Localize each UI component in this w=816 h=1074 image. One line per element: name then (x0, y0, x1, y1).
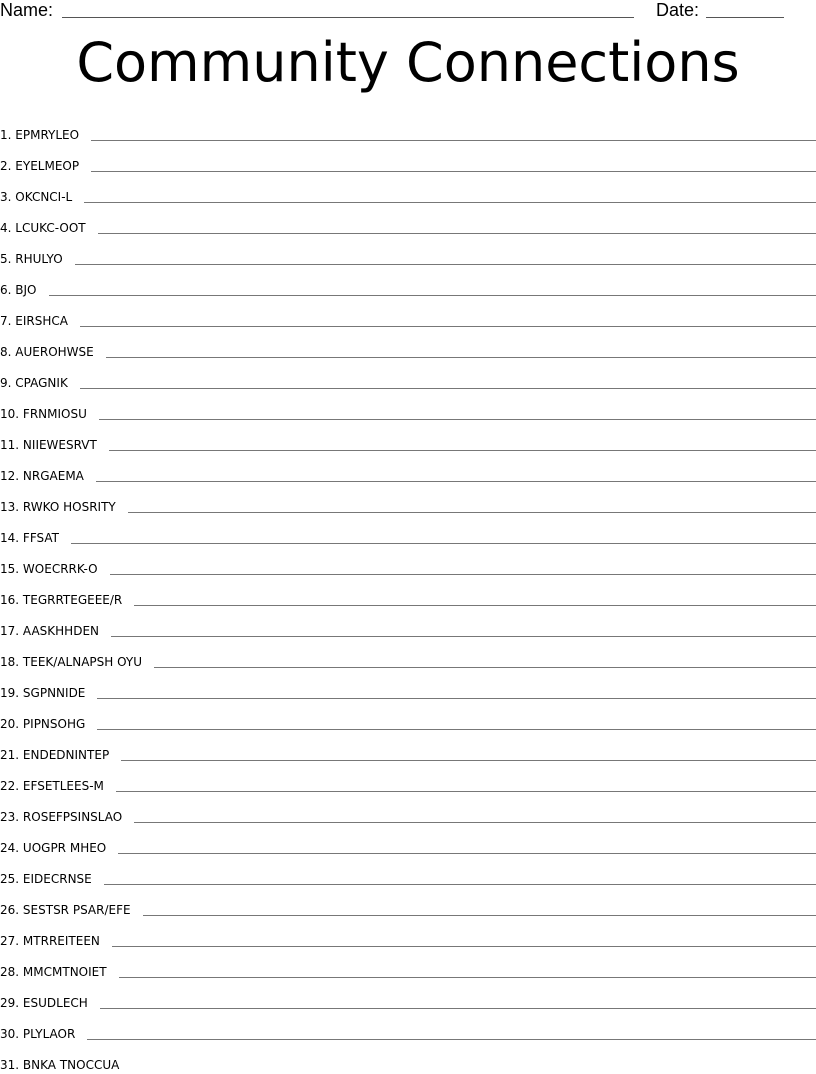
scramble-item (0, 485, 816, 516)
scrambled-word: FFSAT (23, 531, 59, 545)
answer-line[interactable] (87, 1039, 816, 1040)
answer-line[interactable] (118, 853, 816, 854)
scramble-item (0, 764, 816, 795)
item-number: 10. (0, 407, 19, 421)
date-field[interactable] (706, 17, 784, 18)
scrambled-word: SESTSR PSAR/EFE (23, 903, 131, 917)
item-number: 2. (0, 159, 11, 173)
answer-line[interactable] (128, 512, 816, 513)
scramble-item (0, 1012, 816, 1043)
answer-line[interactable] (96, 481, 816, 482)
scrambled-word: ROSEFPSINSLAO (23, 810, 122, 824)
date-label: Date: (656, 0, 699, 20)
item-number: 9. (0, 376, 11, 390)
scramble-item (0, 919, 816, 950)
item-number: 1. (0, 128, 11, 142)
answer-line[interactable] (97, 698, 816, 699)
scrambled-word: ENDEDNINTEP (23, 748, 109, 762)
scrambled-word: EIRSHCA (15, 314, 68, 328)
scramble-item-label (0, 996, 88, 1012)
answer-line[interactable] (112, 946, 816, 947)
scrambled-word: EIDECRNSE (23, 872, 92, 886)
scramble-item-label (0, 500, 116, 516)
scramble-item (0, 268, 816, 299)
scramble-item (0, 547, 816, 578)
scramble-item (0, 206, 816, 237)
scramble-item (0, 454, 816, 485)
scramble-item-label (0, 252, 63, 268)
scrambled-word: PIPNSOHG (23, 717, 85, 731)
item-number: 4. (0, 221, 11, 235)
scrambled-word: RHULYO (15, 252, 62, 266)
item-number: 19. (0, 686, 19, 700)
scramble-item (0, 144, 816, 175)
scrambled-word: WOECRRK-O (23, 562, 98, 576)
scramble-item (0, 423, 816, 454)
scramble-item-label (0, 438, 97, 454)
answer-line[interactable] (134, 605, 816, 606)
scramble-item-label (0, 686, 85, 702)
name-label: Name: (0, 0, 53, 20)
item-number: 13. (0, 500, 19, 514)
worksheet-header (0, 0, 816, 22)
item-number: 24. (0, 841, 19, 855)
answer-line[interactable] (119, 977, 816, 978)
scramble-item (0, 795, 816, 826)
scramble-item-label (0, 841, 106, 857)
answer-line[interactable] (84, 202, 816, 203)
scramble-item (0, 702, 816, 733)
scramble-item-label (0, 624, 99, 640)
scrambled-word: EPMRYLEO (15, 128, 79, 142)
scrambled-word: NRGAEMA (23, 469, 84, 483)
scramble-item-label (0, 1058, 119, 1074)
scrambled-word: LCUKC-OOT (15, 221, 85, 235)
scrambled-word: FRNMIOSU (23, 407, 87, 421)
scramble-item (0, 733, 816, 764)
answer-line[interactable] (134, 822, 816, 823)
item-number: 27. (0, 934, 19, 948)
scramble-item-label (0, 159, 79, 175)
scramble-item (0, 516, 816, 547)
item-number: 26. (0, 903, 19, 917)
item-number: 11. (0, 438, 19, 452)
item-number: 21. (0, 748, 19, 762)
item-number: 14. (0, 531, 19, 545)
answer-line[interactable] (100, 1008, 816, 1009)
scramble-item (0, 981, 816, 1012)
scramble-item-label (0, 345, 94, 361)
item-number: 8. (0, 345, 11, 359)
answer-line[interactable] (71, 543, 816, 544)
scrambled-word: AUEROHWSE (15, 345, 93, 359)
item-number: 7. (0, 314, 11, 328)
scramble-item-label (0, 779, 104, 795)
scrambled-word: CPAGNIK (15, 376, 68, 390)
item-number: 30. (0, 1027, 19, 1041)
answer-line[interactable] (111, 636, 816, 637)
item-number: 17. (0, 624, 19, 638)
answer-line[interactable] (110, 574, 816, 575)
item-number: 28. (0, 965, 19, 979)
scrambled-word: MMCMTNOIET (23, 965, 107, 979)
answer-line[interactable] (80, 388, 816, 389)
scramble-item-label (0, 872, 92, 888)
scramble-item (0, 361, 816, 392)
item-number: 15. (0, 562, 19, 576)
scrambled-word: RWKO HOSRITY (23, 500, 116, 514)
scramble-item (0, 888, 816, 919)
scramble-item (0, 640, 816, 671)
answer-line[interactable] (121, 760, 816, 761)
scrambled-word: PLYLAOR (23, 1027, 75, 1041)
item-number: 31. (0, 1058, 19, 1072)
answer-line[interactable] (91, 171, 816, 172)
item-number: 22. (0, 779, 19, 793)
answer-line[interactable] (91, 140, 816, 141)
scramble-item (0, 237, 816, 268)
scramble-item (0, 113, 816, 144)
answer-line[interactable] (106, 357, 816, 358)
answer-line[interactable] (154, 667, 816, 668)
answer-line[interactable] (116, 791, 816, 792)
scramble-item-label (0, 407, 87, 423)
scrambled-word: ESUDLECH (23, 996, 88, 1010)
scramble-item (0, 299, 816, 330)
scramble-item (0, 857, 816, 888)
answer-line[interactable] (143, 915, 816, 916)
item-number: 20. (0, 717, 19, 731)
scramble-item-label (0, 717, 85, 733)
scramble-item-label (0, 903, 131, 919)
answer-line[interactable] (104, 884, 816, 885)
scrambled-word: EYELMEOP (15, 159, 79, 173)
scrambled-word: NIIEWESRVT (23, 438, 97, 452)
scramble-item-label (0, 283, 37, 299)
scramble-item-label (0, 593, 122, 609)
answer-line[interactable] (97, 729, 816, 730)
scramble-item-label (0, 562, 98, 578)
scramble-item (0, 671, 816, 702)
scrambled-word: MTRREITEEN (23, 934, 100, 948)
scramble-item-label (0, 810, 122, 826)
item-number: 3. (0, 190, 11, 204)
scramble-item-label (0, 314, 68, 330)
name-field[interactable] (62, 17, 634, 18)
scramble-item-label (0, 965, 107, 981)
item-number: 16. (0, 593, 19, 607)
scramble-item-label (0, 190, 72, 206)
scramble-item-label (0, 376, 68, 392)
scrambled-word: OKCNCI-L (15, 190, 72, 204)
answer-line[interactable] (49, 295, 816, 296)
scrambled-word: AASKHHDEN (23, 624, 99, 638)
scramble-item-label (0, 655, 142, 671)
answer-line[interactable] (80, 326, 816, 327)
item-number: 29. (0, 996, 19, 1010)
scramble-item (0, 578, 816, 609)
answer-line[interactable] (109, 450, 816, 451)
scrambled-word: SGPNNIDE (23, 686, 85, 700)
word-scramble-list (0, 113, 816, 1074)
page-title: Community Connections (0, 30, 816, 96)
scramble-item (0, 950, 816, 981)
item-number: 18. (0, 655, 19, 669)
scrambled-word: BNKA TNOCCUA (23, 1058, 119, 1072)
item-number: 23. (0, 810, 19, 824)
scramble-item (0, 330, 816, 361)
item-number: 5. (0, 252, 11, 266)
scramble-item-label (0, 221, 86, 237)
scramble-item-label (0, 469, 84, 485)
scramble-item (0, 175, 816, 206)
answer-line[interactable] (98, 233, 816, 234)
scrambled-word: EFSETLEES-M (23, 779, 104, 793)
scrambled-word: TEGRRTEGEEE/R (23, 593, 122, 607)
scramble-item (0, 392, 816, 423)
scramble-item-label (0, 934, 100, 950)
scrambled-word: UOGPR MHEO (23, 841, 106, 855)
scramble-item-label (0, 128, 79, 144)
answer-line[interactable] (99, 419, 816, 420)
scramble-item (0, 826, 816, 857)
answer-line[interactable] (75, 264, 816, 265)
scramble-item-label (0, 748, 109, 764)
item-number: 6. (0, 283, 11, 297)
scramble-item-label (0, 531, 59, 547)
scrambled-word: BJO (15, 283, 36, 297)
item-number: 12. (0, 469, 19, 483)
scramble-item (0, 609, 816, 640)
scramble-item (0, 1043, 816, 1074)
item-number: 25. (0, 872, 19, 886)
scrambled-word: TEEK/ALNAPSH OYU (23, 655, 142, 669)
scramble-item-label (0, 1027, 75, 1043)
